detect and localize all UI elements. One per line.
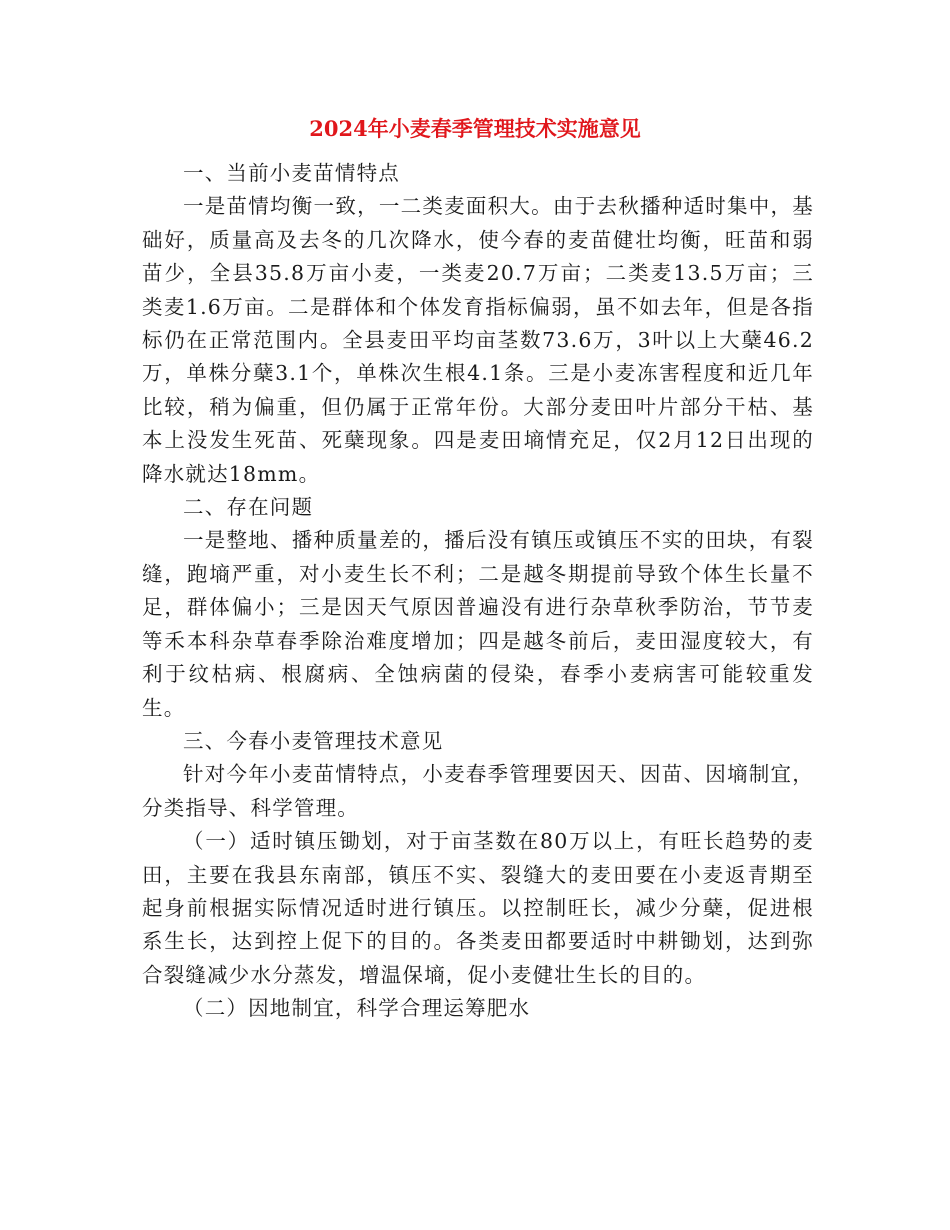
paragraph-management-intro: 针对今年小麦苗情特点，小麦春季管理要因天、因苗、因墒制宜，分类指导、科学管理。 (142, 762, 814, 820)
section-heading-1: 一、当前小麦苗情特点 (183, 161, 400, 185)
section-heading-2: 二、存在问题 (183, 495, 314, 520)
paragraph-fertilizer-water: （二）因地制宜，科学合理运筹肥水 (183, 996, 531, 1021)
paragraph-suppression-hoeing: （一）适时镇压锄划，对于亩茎数在80万以上，有旺长趋势的麦田，主要在我县东南部，镇压不实、裂缝大的麦田要在小麦返青期至起身前根据实际情况适时进行镇压。以控制旺长，减少分蘖，促进根系生长，达到控上促下的目的。各类麦田都要适时中耕锄划，达到弥合裂缝减少水分蒸发，增温保墒，促小麦健壮生长的目的。 (142, 829, 814, 987)
paragraph-seedling-status: 一是苗情均衡一致，一二类麦面积大。由于去秋播种适时集中，基础好，质量高及去冬的几次降水，使今春的麦苗健壮均衡，旺苗和弱苗少，全县35.8万亩小麦，一类麦20.7万亩；二类麦13.5万亩；三类麦1.6万亩。二是群体和个体发育指标偏弱，虽不如去年，但是各指标仍在正常范围内。全县麦田平均亩茎数73.6万，3叶以上大蘖46.2万，单株分蘖3.1个，单株次生根4.1条。三是小麦冻害程度和近几年比较，稍为偏重，但仍属于正常年份。大部分麦田叶片部分干枯、基本上没发生死苗、死蘖现象。四是麦田墒情充足，仅2月12日出现的降水就达18mm。 (142, 194, 814, 486)
paragraph-problems: 一是整地、播种质量差的，播后没有镇压或镇压不实的田块，有裂缝，跑墒严重，对小麦生长不利；二是越冬期提前导致个体生长量不足，群体偏小；三是因天气原因普遍没有进行杂草秋季防治，节节麦等禾本科杂草春季除治难度增加；四是越冬前后，麦田湿度较大，有利于纹枯病、根腐病、全蚀病菌的侵染，春季小麦病害可能较重发生。 (142, 528, 814, 720)
document-body (142, 157, 814, 1026)
section-heading-3: 三、今春小麦管理技术意见 (183, 728, 444, 753)
document-title: 2024年小麦春季管理技术实施意见 (309, 116, 641, 141)
